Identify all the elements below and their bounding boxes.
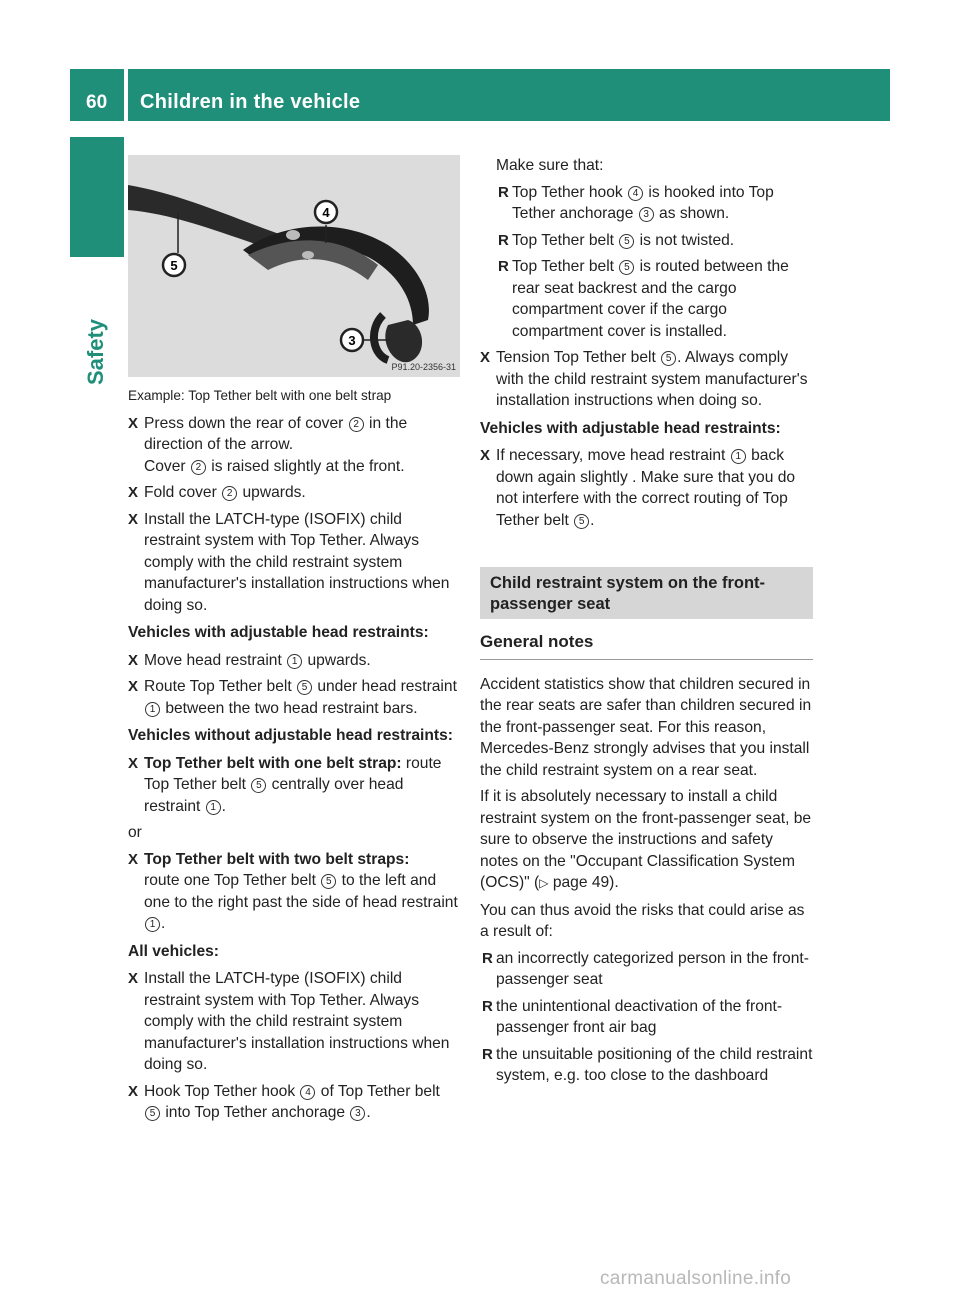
page-number: 60 — [86, 92, 108, 113]
step-hook-tether: X Hook Top Tether hook 4 of Top Tether belt 5 into Top Tether anchorage 3 . — [128, 1082, 440, 1121]
make-sure-text: Make sure that: — [496, 157, 604, 174]
check-hook: R Top Tether hook 4 is hooked into Top Tether anchorage 3 as shown. — [498, 183, 774, 222]
section-title: Child restraint system on the front-passenger seat — [480, 567, 813, 619]
step-move-back: X If necessary, move head restraint 1 back down again slightly . Make sure that you do not interfere with the correct routing of Top Tether belt 5 . — [480, 447, 796, 529]
figure-code: P91.20-2356-31 — [391, 362, 456, 372]
tether-illustration — [128, 155, 460, 377]
side-tab-block — [70, 137, 124, 257]
subheading-adjustable-right: Vehicles with adjustable head restraints: — [480, 419, 781, 437]
figure-caption: Example: Top Tether belt with one belt strap — [128, 388, 392, 403]
right-column — [480, 155, 813, 1092]
step-press-cover: X Press down the rear of cover 2 in the direction of the arrow. Cover 2 is raised slightly at the front. — [128, 414, 408, 475]
risk-item: R the unintentional deactivation of the front-passenger front air bag — [482, 997, 783, 1036]
callout-5: 5 — [170, 258, 178, 273]
subheading-all-vehicles: All vehicles: — [128, 942, 220, 960]
step-move-head-restraint: X Move head restraint 1 upwards. — [128, 651, 371, 669]
subheading-non-adjustable: Vehicles without adjustable head restraints: — [128, 727, 453, 744]
page-number-box — [70, 69, 124, 121]
step-two-straps: X Top Tether belt with two belt straps: route one Top Tether belt 5 to the left and one to the right past the side of head restraint 1 . — [128, 850, 458, 932]
callout-3: 3 — [348, 333, 356, 348]
left-column — [128, 155, 460, 1129]
tether-figure — [128, 155, 460, 377]
risk-item: R the unsuitable positioning of the child restraint system, e.g. too close to the dashboard — [482, 1045, 813, 1084]
step-one-strap: X Top Tether belt with one belt strap: route Top Tether belt 5 centrally over head restraint 1 . — [128, 754, 442, 815]
bullet-marker: R — [498, 183, 509, 201]
check-not-twisted: R Top Tether belt 5 is not twisted. — [498, 231, 735, 249]
paragraph-ocs: If it is absolutely necessary to install a child restraint system on the front-passenger seat, be sure to observe the instructions and safety notes on the "Occupant Classification System (OCS)" (▷ page 49). — [480, 788, 812, 891]
general-notes-heading: General notes — [480, 631, 813, 660]
check-routing: R Top Tether belt 5 is routed between the rear seat backrest and the cargo compartment cover if the cargo compartment cover is installed. — [498, 258, 789, 340]
side-tab-label: Safety — [83, 318, 108, 385]
risk-item: R an incorrectly categorized person in the front-passenger seat — [482, 949, 809, 988]
step-fold-cover: X Fold cover 2 upwards. — [128, 484, 306, 501]
subheading-adjustable: Vehicles with adjustable head restraints: — [128, 624, 429, 641]
step-tension-belt: X Tension Top Tether belt 5 . Always comply with the child restraint system manufacturer's installation instructions when doing so. — [480, 349, 808, 409]
page-ref-arrow: ▷ — [539, 876, 549, 890]
or-text: or — [128, 824, 142, 841]
callout-4: 4 — [322, 205, 330, 220]
chapter-header — [128, 69, 890, 121]
step-install-latch: X Install the LATCH-type (ISOFIX) child restraint system with Top Tether. Always comply with the child restraint system manufacturer's installation instructions when doing so. — [128, 510, 450, 614]
step-install-latch-2: X Install the LATCH-type (ISOFIX) child restraint system with Top Tether. Always comply with the child restraint system manufacturer's installation instructions when doing so. — [128, 970, 450, 1073]
chapter-title: Children in the vehicle — [140, 91, 361, 113]
step-marker: X — [128, 414, 139, 432]
step-route-belt: X Route Top Tether belt 5 under head restraint 1 between the two head restraint bars. — [128, 678, 457, 717]
paragraph-statistics: Accident statistics show that children secured in the rear seats are safer than children secured in the front-passenger seat. For this reason, Mercedes-Benz strongly advises that you install the child restraint system on a rear seat. — [480, 675, 812, 779]
paragraph-risks: You can thus avoid the risks that could arise as a result of: — [480, 901, 805, 940]
watermark: carmanualsonline.info — [600, 1268, 792, 1289]
